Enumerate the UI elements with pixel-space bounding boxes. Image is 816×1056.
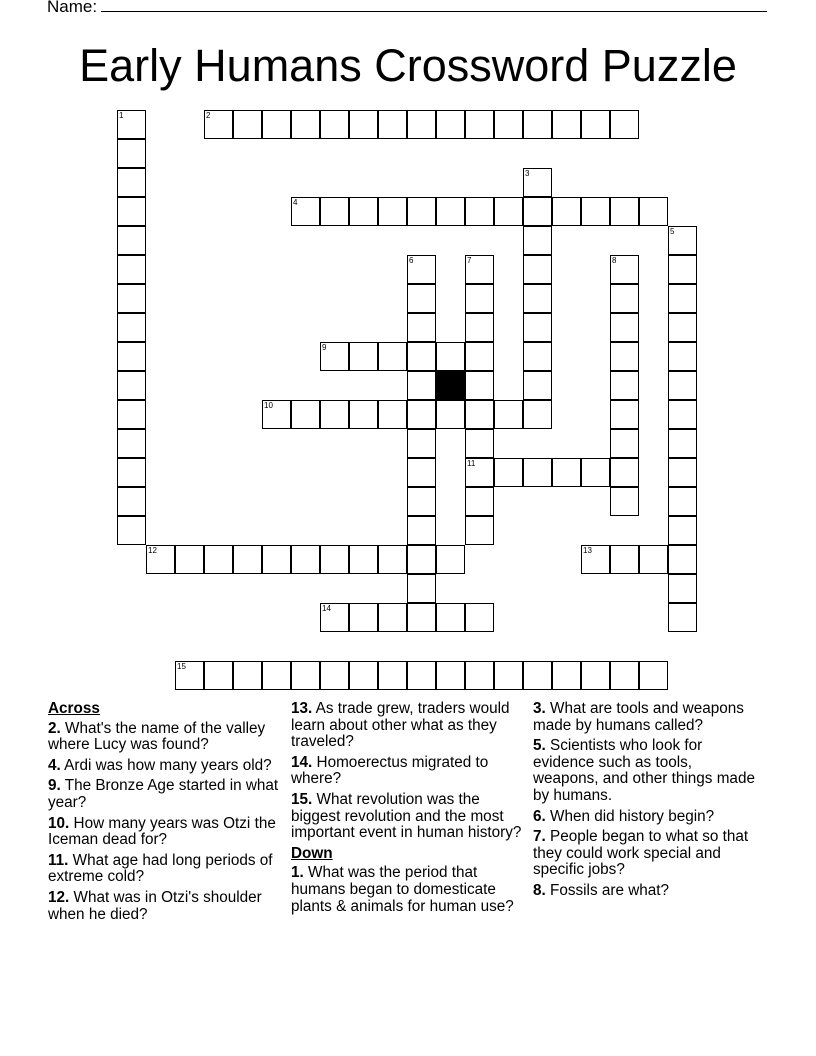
grid-cell[interactable]: [610, 661, 639, 690]
grid-cell[interactable]: [204, 661, 233, 690]
grid-cell[interactable]: [610, 400, 639, 429]
grid-cell[interactable]: [262, 110, 291, 139]
grid-cell[interactable]: [494, 400, 523, 429]
clue-number: 1: [119, 111, 124, 120]
grid-cell[interactable]: [349, 342, 378, 371]
grid-cell[interactable]: [320, 342, 349, 371]
grid-cell[interactable]: [610, 313, 639, 342]
clue-number: 13: [583, 546, 592, 555]
clue-text: People began to what so that they could work special and specific jobs?: [533, 828, 749, 879]
grid-cell[interactable]: [117, 110, 146, 139]
clue-number: 7: [467, 256, 472, 265]
grid-cell[interactable]: [407, 110, 436, 139]
grid-cell[interactable]: [581, 110, 610, 139]
grid-cell[interactable]: [117, 139, 146, 168]
grid-cell[interactable]: [349, 603, 378, 632]
clue-number: 9: [322, 343, 327, 352]
grid-cell[interactable]: [639, 197, 668, 226]
grid-cell[interactable]: [407, 545, 436, 574]
grid-cell[interactable]: [117, 168, 146, 197]
grid-cell[interactable]: [465, 429, 494, 458]
clue-number: 6: [409, 256, 414, 265]
grid-cell[interactable]: [668, 545, 697, 574]
grid-cell[interactable]: [465, 284, 494, 313]
grid-cell[interactable]: [436, 110, 465, 139]
grid-cell[interactable]: [552, 458, 581, 487]
grid-cell[interactable]: [465, 197, 494, 226]
grid-cell[interactable]: [262, 545, 291, 574]
grid-cell[interactable]: [494, 197, 523, 226]
clue-number: 11: [467, 459, 476, 468]
grid-cell[interactable]: [610, 110, 639, 139]
grid-cell[interactable]: [465, 458, 494, 487]
grid-cell[interactable]: [436, 400, 465, 429]
clue-text: What revolution was the biggest revolution and the most important event in human history?: [291, 790, 522, 842]
grid-cell[interactable]: [407, 458, 436, 487]
clues-column-1: [48, 701, 280, 927]
grid-cell[interactable]: [494, 110, 523, 139]
grid-cell[interactable]: [320, 400, 349, 429]
grid-cell[interactable]: [175, 661, 204, 690]
clues-column-2: [291, 701, 523, 919]
clues-column-3: [533, 701, 755, 904]
grid-cell[interactable]: [117, 458, 146, 487]
grid-cell[interactable]: [117, 226, 146, 255]
grid-cell[interactable]: [291, 110, 320, 139]
grid-cell[interactable]: [349, 110, 378, 139]
grid-cell[interactable]: [378, 400, 407, 429]
grid-cell[interactable]: [407, 197, 436, 226]
across-clue: [48, 721, 280, 754]
grid-cell[interactable]: [436, 545, 465, 574]
clue-number: 15: [177, 662, 186, 671]
clue-num: 5.: [533, 737, 546, 755]
grid-cell[interactable]: [262, 400, 291, 429]
clue-number: 3: [525, 169, 530, 178]
grid-cell[interactable]: [117, 400, 146, 429]
across-clue: [48, 890, 280, 923]
clue-text: What was the period that humans began to domesticate plants & animals for human use?: [291, 864, 514, 915]
grid-cell[interactable]: [378, 342, 407, 371]
grid-cell[interactable]: [349, 197, 378, 226]
grid-cell[interactable]: [668, 487, 697, 516]
grid-cell[interactable]: [378, 603, 407, 632]
grid-cell[interactable]: [378, 661, 407, 690]
grid-cell[interactable]: [407, 487, 436, 516]
clue-num: 7.: [533, 828, 546, 846]
grid-cell[interactable]: [465, 342, 494, 371]
grid-cell[interactable]: [436, 661, 465, 690]
grid-cell[interactable]: [233, 661, 262, 690]
grid-cell[interactable]: [639, 545, 668, 574]
grid-cell[interactable]: [523, 313, 552, 342]
grid-cell[interactable]: [407, 400, 436, 429]
clue-number: 14: [322, 604, 331, 613]
grid-cell[interactable]: [668, 516, 697, 545]
grid-cell[interactable]: [494, 458, 523, 487]
clue-text: Fossils are what?: [550, 881, 670, 899]
page-title: Early Humans Crossword Puzzle: [79, 40, 737, 91]
clue-text: Homoerectus migrated to where?: [291, 753, 489, 788]
black-square: [436, 371, 465, 400]
grid-cell[interactable]: [378, 110, 407, 139]
grid-cell[interactable]: [610, 342, 639, 371]
grid-cell[interactable]: [465, 313, 494, 342]
clue-number: 8: [612, 256, 617, 265]
clue-num: 12.: [48, 888, 70, 906]
grid-cell[interactable]: [639, 661, 668, 690]
across-clue: [48, 853, 280, 886]
down-clue: [533, 809, 755, 826]
grid-cell[interactable]: [117, 487, 146, 516]
grid-cell[interactable]: [378, 197, 407, 226]
grid-cell[interactable]: [407, 429, 436, 458]
grid-cell[interactable]: [291, 545, 320, 574]
clue-num: 11.: [48, 851, 69, 869]
grid-cell[interactable]: [407, 661, 436, 690]
down-clue: [533, 738, 755, 804]
across-clue: [48, 816, 280, 849]
across-header: Across: [48, 700, 100, 717]
grid-cell[interactable]: [233, 545, 262, 574]
grid-cell[interactable]: [117, 342, 146, 371]
clue-num: 4.: [48, 756, 61, 774]
grid-cell[interactable]: [407, 342, 436, 371]
clue-num: 1.: [291, 864, 304, 882]
grid-cell[interactable]: [349, 545, 378, 574]
grid-cell[interactable]: [291, 661, 320, 690]
clue-num: 2.: [48, 719, 61, 737]
grid-cell[interactable]: [465, 255, 494, 284]
grid-cell[interactable]: [117, 516, 146, 545]
grid-cell[interactable]: [465, 516, 494, 545]
clue-text: The Bronze Age started in what year?: [48, 777, 279, 811]
grid-cell[interactable]: [668, 313, 697, 342]
grid-cell[interactable]: [320, 603, 349, 632]
clue-text: How many years was Otzi the Iceman dead for?: [48, 814, 276, 849]
clue-num: 3.: [533, 700, 546, 717]
grid-cell[interactable]: [465, 371, 494, 400]
grid-cell[interactable]: [146, 545, 175, 574]
clue-num: 15.: [291, 790, 313, 808]
grid-cell[interactable]: [523, 342, 552, 371]
grid-cell[interactable]: [610, 371, 639, 400]
grid-cell[interactable]: [581, 661, 610, 690]
clue-number: 12: [148, 546, 157, 555]
clue-num: 13.: [291, 700, 313, 717]
clue-num: 9.: [48, 777, 61, 795]
grid-cell[interactable]: [407, 371, 436, 400]
grid-cell[interactable]: [581, 197, 610, 226]
grid-cell[interactable]: [291, 197, 320, 226]
across-clue: [291, 792, 523, 842]
grid-cell[interactable]: [233, 110, 262, 139]
grid-cell[interactable]: [610, 255, 639, 284]
grid-cell[interactable]: [407, 255, 436, 284]
clue-number: 4: [293, 198, 298, 207]
grid-cell[interactable]: [523, 400, 552, 429]
grid-cell[interactable]: [262, 661, 291, 690]
grid-cell[interactable]: [581, 458, 610, 487]
grid-cell[interactable]: [117, 313, 146, 342]
clue-text: Ardi was how many years old?: [64, 756, 272, 774]
grid-cell[interactable]: [117, 284, 146, 313]
clue-num: 10.: [48, 814, 70, 832]
clue-text: What was in Otzi's shoulder when he died?: [48, 888, 262, 923]
grid-cell[interactable]: [465, 661, 494, 690]
grid-cell[interactable]: [204, 545, 233, 574]
grid-cell[interactable]: [465, 110, 494, 139]
grid-cell[interactable]: [523, 226, 552, 255]
clue-num: 14.: [291, 753, 313, 771]
grid-cell[interactable]: [523, 458, 552, 487]
clue-text: What are tools and weapons made by humans called?: [533, 700, 744, 734]
clue-num: 6.: [533, 807, 546, 825]
across-clue: [291, 701, 523, 751]
grid-cell[interactable]: [407, 574, 436, 603]
clue-text: What's the name of the valley where Lucy was found?: [48, 719, 266, 754]
clue-number: 10: [264, 401, 273, 410]
grid-cell[interactable]: [291, 400, 320, 429]
grid-cell[interactable]: [407, 603, 436, 632]
grid-cell[interactable]: [668, 603, 697, 632]
grid-cell[interactable]: [552, 661, 581, 690]
grid-cell[interactable]: [523, 284, 552, 313]
clue-text: Scientists who look for evidence such as tools, weapons, and other things made by humans.: [533, 737, 755, 804]
grid-cell[interactable]: [668, 400, 697, 429]
grid-cell[interactable]: [494, 661, 523, 690]
grid-cell[interactable]: [668, 574, 697, 603]
grid-cell[interactable]: [610, 197, 639, 226]
grid-cell[interactable]: [407, 313, 436, 342]
grid-cell[interactable]: [465, 400, 494, 429]
grid-cell[interactable]: [552, 197, 581, 226]
grid-cell[interactable]: [117, 371, 146, 400]
grid-cell[interactable]: [610, 284, 639, 313]
grid-cell[interactable]: [581, 545, 610, 574]
clue-num: 8.: [533, 881, 546, 899]
grid-cell[interactable]: [204, 110, 233, 139]
grid-cell[interactable]: [407, 516, 436, 545]
grid-cell[interactable]: [465, 603, 494, 632]
grid-cell[interactable]: [436, 197, 465, 226]
grid-cell[interactable]: [523, 371, 552, 400]
clue-text: When did history begin?: [550, 807, 715, 825]
grid-cell[interactable]: [552, 110, 581, 139]
grid-cell[interactable]: [523, 110, 552, 139]
clue-text: As trade grew, traders would learn about other what as they traveled?: [291, 700, 510, 751]
grid-cell[interactable]: [610, 458, 639, 487]
down-clue: [291, 865, 523, 915]
across-clue: [291, 755, 523, 788]
grid-cell[interactable]: [117, 197, 146, 226]
grid-cell[interactable]: [668, 458, 697, 487]
grid-cell[interactable]: [668, 342, 697, 371]
grid-cell[interactable]: [320, 197, 349, 226]
grid-cell[interactable]: [523, 168, 552, 197]
grid-cell[interactable]: [436, 342, 465, 371]
grid-cell[interactable]: [436, 603, 465, 632]
grid-cell[interactable]: [668, 284, 697, 313]
grid-cell[interactable]: [668, 371, 697, 400]
grid-cell[interactable]: [349, 400, 378, 429]
down-clue: [533, 883, 755, 900]
grid-cell[interactable]: [610, 545, 639, 574]
grid-cell[interactable]: [668, 226, 697, 255]
down-clue: [533, 829, 755, 879]
across-clue: [48, 778, 280, 811]
name-label: Name:: [47, 0, 98, 16]
grid-cell[interactable]: [523, 661, 552, 690]
down-clue: [533, 701, 755, 734]
grid-cell[interactable]: [117, 255, 146, 284]
clue-number: 5: [670, 227, 675, 236]
grid-cell[interactable]: [175, 545, 204, 574]
clue-text: What age had long periods of extreme cold?: [48, 851, 273, 886]
grid-cell[interactable]: [320, 110, 349, 139]
down-header: Down: [291, 844, 333, 862]
grid-cell[interactable]: [668, 255, 697, 284]
grid-cell[interactable]: [523, 197, 552, 226]
across-clue: [48, 758, 280, 775]
grid-cell[interactable]: [320, 661, 349, 690]
grid-cell[interactable]: [523, 255, 552, 284]
grid-cell[interactable]: [668, 429, 697, 458]
grid-cell[interactable]: [465, 487, 494, 516]
grid-cell[interactable]: [407, 284, 436, 313]
grid-cell[interactable]: [378, 545, 407, 574]
grid-cell[interactable]: [117, 429, 146, 458]
grid-cell[interactable]: [320, 545, 349, 574]
grid-cell[interactable]: [610, 429, 639, 458]
grid-cell[interactable]: [349, 661, 378, 690]
clue-number: 2: [206, 111, 211, 120]
grid-cell[interactable]: [610, 487, 639, 516]
